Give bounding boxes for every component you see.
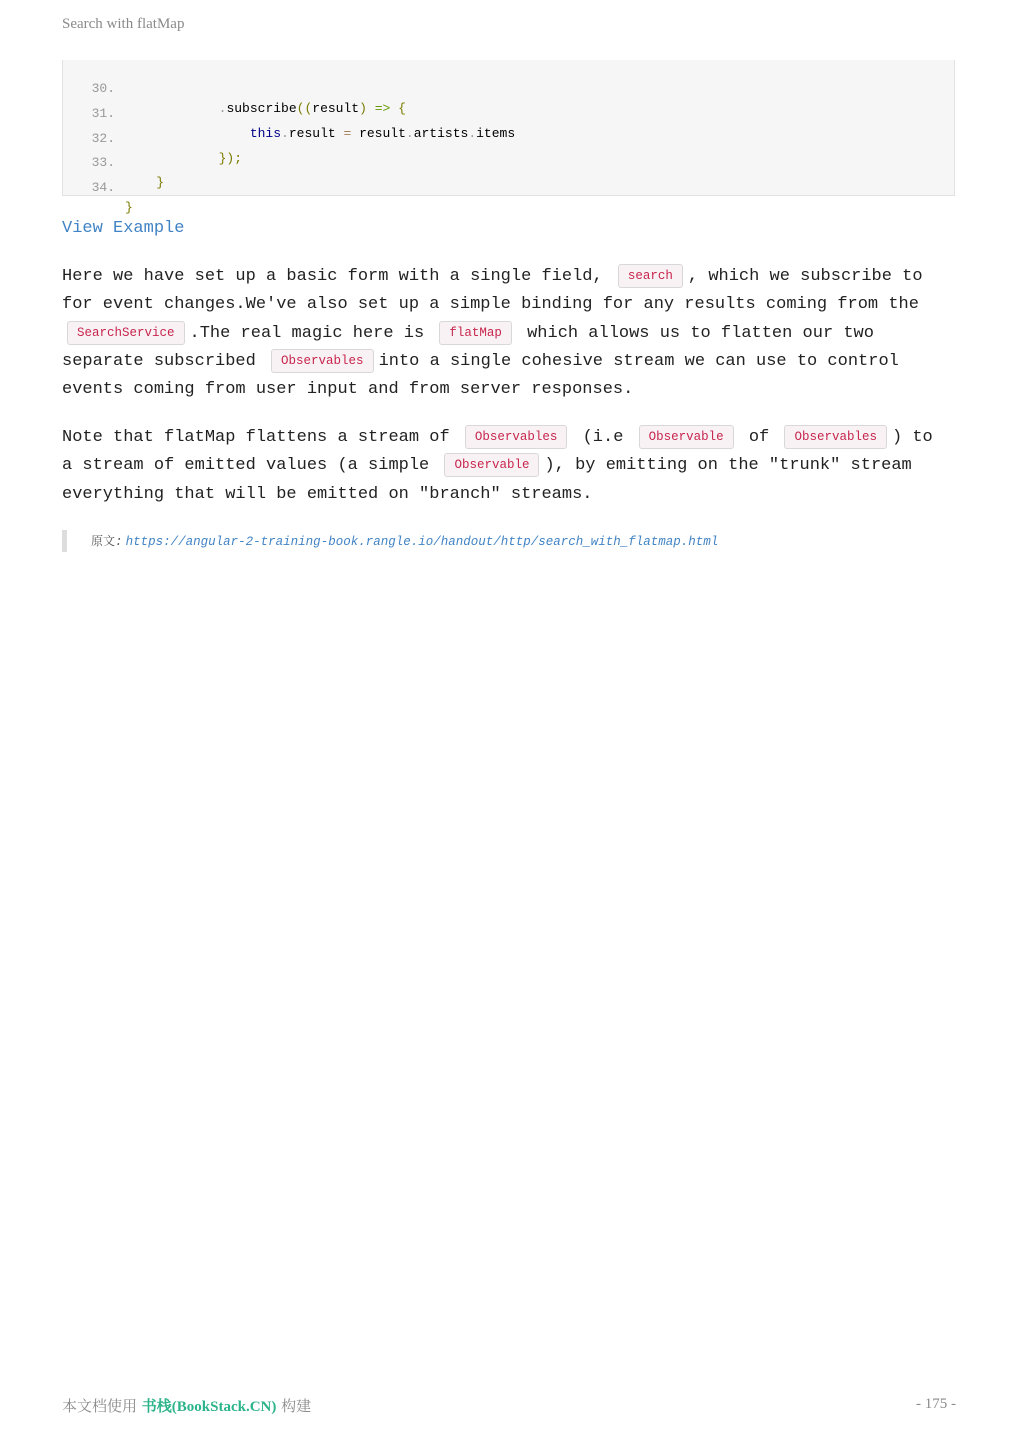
code-token: (( [296,101,313,116]
footer-credit [62,1395,311,1416]
inline-code-observables: Observables [271,349,374,373]
paragraph-text: which allows us to flatten our two separate subscribed [62,323,874,371]
line-number: 30. [91,81,115,96]
code-token: => [374,101,391,116]
paragraph-text: Note that flatMap flattens a stream of [62,428,450,447]
line-number: 34. [91,180,115,195]
source-blockquote [62,530,718,552]
code-token: ) [359,101,367,116]
code-token [125,151,219,166]
line-number: 31. [91,106,115,121]
paragraph-text: (i.e [582,428,624,447]
code-token [125,126,250,141]
source-label: 原文 [91,534,116,548]
inline-code-search: search [618,264,683,288]
code-token: artists [413,126,469,141]
paragraph-flatmap-note [62,424,942,509]
code-token: subscribe [226,101,297,116]
inline-code-observable: Observable [639,425,734,449]
bookstack-brand-link[interactable]: 书栈(BookStack.CN) [141,1399,277,1415]
footer-prefix: 本文档使用 [62,1397,138,1415]
inline-code-observables: Observables [784,425,887,449]
paragraph-form-description [62,263,942,404]
code-text [125,198,133,218]
code-token: } [156,175,165,190]
line-number: 33. [91,155,115,170]
inline-code-searchservice: SearchService [67,321,185,345]
code-token [125,101,219,116]
paragraph-text: into a single cohesive stream we can use to control events coming from user input and from server responses. [62,351,899,400]
paragraph-text: Here we have set up a basic form with a single field, [62,267,603,286]
code-text [125,173,164,193]
code-token: = [343,126,352,141]
line-number: 32. [91,131,115,146]
source-url-link[interactable]: https://angular-2-training-book.rangle.io/handout/http/search_with_flatmap.html [125,535,719,549]
view-example-link[interactable]: View Example [62,219,185,238]
footer-suffix: 构建 [281,1397,312,1415]
paragraph-text: , which we subscribe to for event changes.We've also set up a simple binding for any results coming from the [62,267,923,315]
code-token: . [468,126,477,141]
code-token: } [125,200,133,215]
code-token: result [351,126,406,141]
code-token: this [249,126,282,141]
code-token: . [218,101,227,116]
code-token: { [398,101,406,116]
code-token: items [476,126,516,141]
code-token [367,101,375,116]
page-number: - 175 - [916,1396,956,1412]
code-token: result [288,126,344,141]
code-token [125,175,156,190]
paragraph-text: ) to a stream of emitted values (a simple [62,428,933,476]
code-token: . [281,126,289,141]
code-text [125,99,406,119]
code-token: result [312,101,360,116]
paragraph-text: of [748,428,770,447]
code-block [62,60,955,215]
code-text [125,149,242,169]
paragraph-text: .The real magic here is [189,323,425,343]
source-colon: : [115,535,123,549]
code-token: }); [218,151,243,166]
inline-code-observables: Observables [465,425,568,449]
inline-code-observable: Observable [444,453,539,477]
code-text [125,124,515,144]
code-token [390,101,398,116]
running-header: Search with flatMap [62,16,185,32]
inline-code-flatmap: flatMap [439,321,512,345]
paragraph-text: ), by emitting on the "trunk" stream everything that will be emitted on "branch" streams. [62,456,912,504]
code-token: . [405,126,414,141]
